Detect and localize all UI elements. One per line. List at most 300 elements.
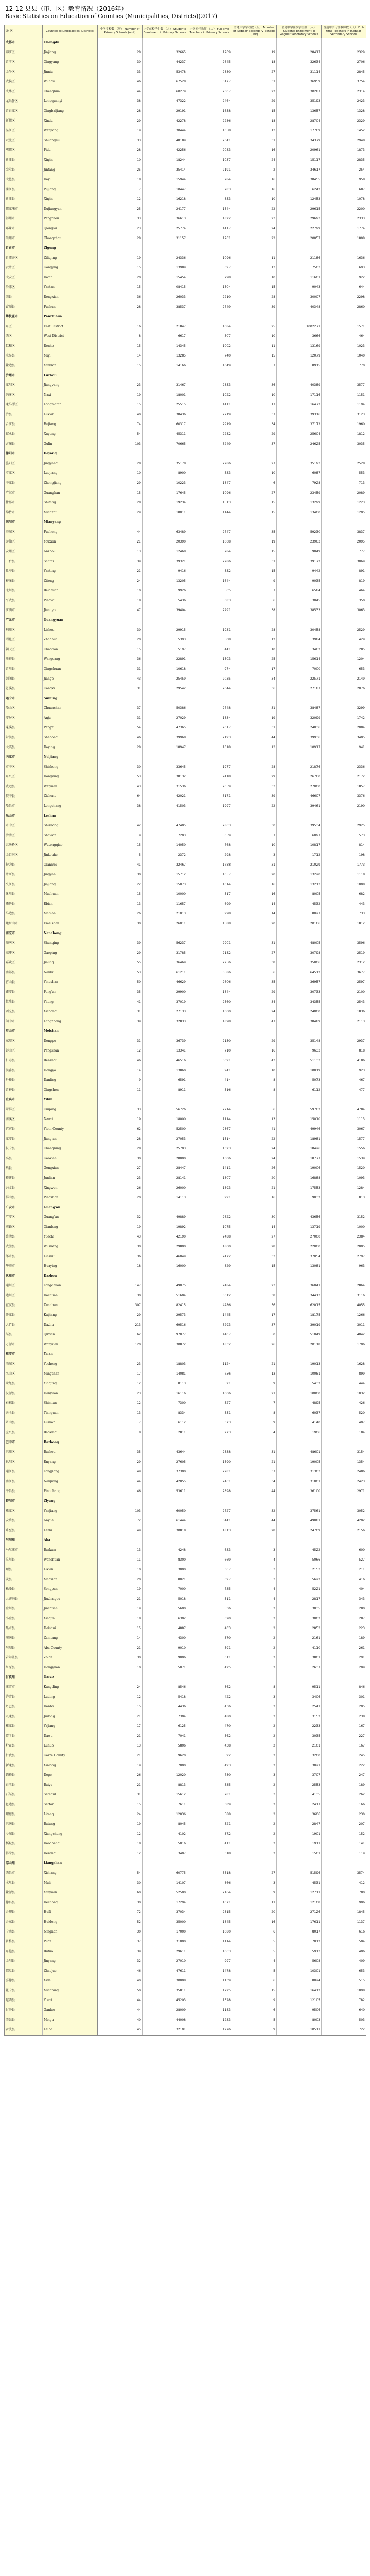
primary-teachers-cell: 3249 — [187, 439, 232, 449]
region-name-zh: 西充县 — [5, 1007, 43, 1017]
primary-schools-cell: 10 — [98, 586, 143, 596]
table-row — [5, 851, 366, 860]
region-name-zh: 朝天区 — [5, 645, 43, 655]
primary-schools-cell: 8 — [98, 332, 143, 342]
secondary-teachers-cell: 520 — [322, 1409, 366, 1418]
secondary-teachers-cell: 616 — [322, 1927, 366, 1937]
secondary-students-cell: 2233 — [277, 1722, 322, 1732]
secondary-students-cell — [277, 1203, 322, 1213]
city-row — [5, 616, 366, 625]
secondary-schools-cell: 2 — [232, 1712, 277, 1722]
secondary-schools-cell: 56 — [232, 1301, 277, 1311]
secondary-schools-cell — [232, 1027, 277, 1037]
region-name-en: Nanjiang — [43, 1477, 98, 1487]
secondary-teachers-cell: 222 — [322, 1761, 366, 1771]
region-name-zh: 越西县 — [5, 1996, 43, 2006]
secondary-students-cell: 2853 — [277, 1624, 322, 1634]
secondary-students-cell: 31001 — [277, 1477, 322, 1487]
secondary-students-cell: 8024 — [277, 1976, 322, 1986]
primary-schools-cell: 12 — [98, 1849, 143, 1859]
primary-teachers-cell: 862 — [187, 1683, 232, 1692]
table-row — [5, 1037, 366, 1046]
region-name-zh: 石渠县 — [5, 1790, 43, 1800]
region-name-en: Xinjin — [43, 195, 98, 205]
primary-teachers-cell: 1788 — [187, 860, 232, 870]
region-name-en: Anzhou — [43, 547, 98, 557]
primary-schools-cell: 32 — [98, 1957, 143, 1967]
table-row — [5, 1105, 366, 1115]
secondary-schools-cell: 2 — [232, 1614, 277, 1624]
primary-students-cell: 29900 — [143, 988, 187, 997]
region-name-en: Pengxi — [43, 723, 98, 733]
region-name-en: Deyang — [43, 449, 98, 459]
region-name-en: Lezhi — [43, 1526, 98, 1536]
table-row — [5, 1918, 366, 1927]
primary-students-cell: 36739 — [143, 1037, 187, 1046]
secondary-schools-cell: 31 — [232, 723, 277, 733]
table-row — [5, 1810, 366, 1820]
primary-students-cell: 50386 — [143, 704, 187, 714]
primary-teachers-cell: 493 — [187, 1761, 232, 1771]
region-name-en: Puge — [43, 1937, 98, 1947]
city-row — [5, 1859, 366, 1869]
secondary-students-cell: 13169 — [277, 342, 322, 351]
secondary-schools-cell: 6 — [232, 1927, 277, 1937]
primary-teachers-cell: 521 — [187, 1820, 232, 1829]
secondary-students-cell: 9035 — [277, 577, 322, 586]
primary-students-cell — [143, 811, 187, 821]
region-name-en: Shizhong — [43, 762, 98, 772]
secondary-teachers-cell: 1774 — [322, 224, 366, 234]
region-name-en: Chongzhou — [43, 234, 98, 244]
primary-teachers-cell — [187, 1272, 232, 1281]
primary-teachers-cell: 1504 — [187, 283, 232, 293]
region-name-en: Aba County — [43, 1643, 98, 1653]
primary-schools-cell: 25 — [98, 205, 143, 214]
primary-students-cell: 31536 — [143, 782, 187, 792]
primary-schools-cell: 13 — [98, 900, 143, 909]
primary-schools-cell: 9 — [98, 1076, 143, 1086]
region-name-zh: 内江市 — [5, 753, 43, 762]
secondary-students-cell: 10019 — [277, 1066, 322, 1076]
secondary-students-cell: 24625 — [277, 439, 322, 449]
table-row — [5, 645, 366, 655]
primary-students-cell: 11657 — [143, 900, 187, 909]
primary-schools-cell: 39 — [98, 939, 143, 948]
secondary-teachers-cell: 3405 — [322, 733, 366, 743]
region-name-zh: 恩阳区 — [5, 1458, 43, 1467]
region-name-zh: 荥经县 — [5, 1379, 43, 1389]
primary-students-cell: 8300 — [143, 1555, 187, 1565]
region-name-zh: 甘孜州 — [5, 1673, 43, 1683]
region-name-en: Youxian — [43, 537, 98, 547]
primary-teachers-cell: 1393 — [187, 1183, 232, 1193]
secondary-schools-cell — [232, 1673, 277, 1683]
primary-teachers-cell: 829 — [187, 1262, 232, 1272]
region-name-zh: 普格县 — [5, 1937, 43, 1947]
primary-schools-cell: 30 — [98, 625, 143, 635]
primary-students-cell: 7000 — [143, 1585, 187, 1595]
region-name-zh: 乐至县 — [5, 1526, 43, 1536]
region-name-en: Jinjiang — [43, 48, 98, 58]
secondary-schools-cell: 39 — [232, 302, 277, 312]
primary-schools-cell: 50 — [98, 1986, 143, 1996]
region-name-zh: 理县 — [5, 1565, 43, 1575]
primary-schools-cell: 74 — [98, 420, 143, 430]
region-name-zh: 泸定县 — [5, 1692, 43, 1702]
table-row — [5, 1829, 366, 1839]
primary-students-cell: 16116 — [143, 1389, 187, 1399]
secondary-teachers-cell: 2937 — [322, 1037, 366, 1046]
primary-schools-cell: 44 — [98, 1477, 143, 1487]
primary-schools-cell: 44 — [98, 1996, 143, 2006]
secondary-schools-cell: 56 — [232, 968, 277, 978]
primary-schools-cell: 39 — [98, 1017, 143, 1027]
secondary-schools-cell: 2 — [232, 1829, 277, 1839]
secondary-students-cell: 4531 — [277, 1878, 322, 1888]
region-name-en: Jiangyang — [43, 381, 98, 391]
table-row — [5, 1389, 366, 1399]
secondary-teachers-cell: 2835 — [322, 156, 366, 165]
primary-teachers-cell: 1600 — [187, 1007, 232, 1017]
primary-schools-cell: 32 — [98, 1213, 143, 1223]
primary-teachers-cell: 683 — [187, 596, 232, 606]
secondary-teachers-cell: 1008 — [322, 880, 366, 890]
region-name-en: Jingyan — [43, 870, 98, 880]
primary-students-cell: 33645 — [143, 762, 187, 772]
table-row — [5, 625, 366, 635]
primary-teachers-cell: 1844 — [187, 988, 232, 997]
region-name-en: Beichuan — [43, 586, 98, 596]
primary-teachers-cell: 521 — [187, 1379, 232, 1389]
primary-schools-cell: 42 — [98, 821, 143, 831]
secondary-schools-cell: 10 — [232, 195, 277, 205]
primary-schools-cell: 11 — [98, 1086, 143, 1095]
secondary-students-cell: 4532 — [277, 900, 322, 909]
region-name-en: Jintang — [43, 165, 98, 175]
primary-teachers-cell: 533 — [187, 469, 232, 479]
secondary-schools-cell: 15 — [232, 107, 277, 116]
primary-schools-cell: 26 — [98, 909, 143, 919]
table-row — [5, 1800, 366, 1810]
secondary-teachers-cell: 2298 — [322, 293, 366, 302]
secondary-schools-cell: 4 — [232, 1555, 277, 1565]
secondary-students-cell: 12108 — [277, 1898, 322, 1908]
secondary-teachers-cell — [322, 1497, 366, 1506]
region-name-en: Kangding — [43, 1683, 98, 1692]
secondary-students-cell: 30287 — [277, 87, 322, 97]
region-name-zh: 黑水县 — [5, 1624, 43, 1634]
region-name-en: Shunqing — [43, 939, 98, 948]
secondary-students-cell: 30458 — [277, 625, 322, 635]
primary-schools-cell: 21 — [98, 1732, 143, 1741]
primary-teachers-cell: 2607 — [187, 87, 232, 97]
secondary-schools-cell: 16 — [232, 890, 277, 900]
primary-students-cell: 3000 — [143, 1565, 187, 1575]
primary-teachers-cell — [187, 518, 232, 528]
secondary-teachers-cell — [322, 312, 366, 322]
region-name-en: Ebian — [43, 900, 98, 909]
secondary-teachers-cell: 184 — [322, 1428, 366, 1438]
secondary-teachers-cell: 1452 — [322, 126, 366, 136]
secondary-schools-cell: 34 — [232, 1477, 277, 1487]
primary-schools-cell: 24 — [98, 1810, 143, 1820]
region-name-zh: 华蓥市 — [5, 1262, 43, 1272]
region-name-zh: 威远县 — [5, 782, 43, 792]
secondary-students-cell: 36959 — [277, 77, 322, 87]
city-row — [5, 1350, 366, 1360]
secondary-schools-cell: 2 — [232, 1849, 277, 1859]
secondary-teachers-cell: 2597 — [322, 978, 366, 988]
secondary-schools-cell: 38 — [232, 1291, 277, 1301]
secondary-teachers-cell: 2543 — [322, 997, 366, 1007]
region-name-zh: 茂县 — [5, 1575, 43, 1585]
secondary-teachers-cell: 515 — [322, 1976, 366, 1986]
table-row — [5, 107, 366, 116]
secondary-schools-cell: 2 — [232, 1663, 277, 1673]
table-row — [5, 1134, 366, 1144]
primary-schools-cell: 7 — [98, 1418, 143, 1428]
region-name-en: Langzhong — [43, 1017, 98, 1027]
region-name-en: Zitong — [43, 577, 98, 586]
region-name-en: Mabian — [43, 909, 98, 919]
secondary-teachers-cell: 3063 — [322, 606, 366, 616]
table-row — [5, 1242, 366, 1252]
region-name-en: Dujiangyan — [43, 205, 98, 214]
primary-students-cell: 60775 — [143, 1869, 187, 1878]
primary-schools-cell: 23 — [98, 1389, 143, 1399]
secondary-schools-cell: 2 — [232, 1732, 277, 1741]
secondary-students-cell: 29693 — [277, 214, 322, 224]
region-name-zh: 井研县 — [5, 870, 43, 880]
primary-teachers-cell: 425 — [187, 1663, 232, 1673]
primary-schools-cell — [98, 244, 143, 253]
table-title-en: Basic Statistics on Education of Counties (Municipalities, Districts)(2017) — [5, 13, 217, 20]
secondary-teachers-cell: 1773 — [322, 860, 366, 870]
secondary-teachers-cell — [322, 1536, 366, 1546]
region-name-zh: 资阳市 — [5, 1497, 43, 1506]
secondary-schools-cell: 22 — [232, 1134, 277, 1144]
table-row — [5, 1790, 366, 1800]
secondary-teachers-cell: 1000 — [322, 1223, 366, 1232]
primary-teachers-cell: 1761 — [187, 234, 232, 244]
header-primary-teachers: 小学专任教师 （人） Full-time Teachers in Primary Schools — [187, 25, 232, 38]
region-name-en: Renhe — [43, 342, 98, 351]
secondary-schools-cell: 2 — [232, 1634, 277, 1643]
primary-students-cell: 5197 — [143, 645, 187, 655]
secondary-schools-cell: 37 — [232, 410, 277, 420]
primary-students-cell: 14081 — [143, 1369, 187, 1379]
secondary-teachers-cell — [322, 1859, 366, 1869]
primary-schools-cell: 20 — [98, 1193, 143, 1203]
region-name-en: Pingchang — [43, 1487, 98, 1497]
region-name-zh: 石棉县 — [5, 1399, 43, 1409]
secondary-teachers-cell: 464 — [322, 586, 366, 596]
region-name-en: Tongjiang — [43, 1467, 98, 1477]
secondary-teachers-cell: 958 — [322, 175, 366, 185]
primary-teachers-cell: 2191 — [187, 165, 232, 175]
secondary-students-cell: 39172 — [277, 557, 322, 567]
header-counties: Counties (Municipalities, Districts) — [43, 25, 98, 38]
primary-teachers-cell: 2641 — [187, 136, 232, 146]
secondary-students-cell: 9043 — [277, 283, 322, 293]
secondary-students-cell: 38487 — [277, 704, 322, 714]
primary-students-cell: 41503 — [143, 802, 187, 811]
table-row — [5, 909, 366, 919]
secondary-teachers-cell: 2528 — [322, 459, 366, 469]
primary-schools-cell — [98, 811, 143, 821]
region-name-en: Changning — [43, 1144, 98, 1154]
primary-teachers-cell: 1834 — [187, 714, 232, 723]
region-name-zh: 射洪县 — [5, 733, 43, 743]
region-name-zh: 稻城县 — [5, 1839, 43, 1849]
header-region: 地 区 — [5, 25, 43, 38]
secondary-teachers-cell: 4784 — [322, 1105, 366, 1115]
table-row — [5, 508, 366, 518]
secondary-schools-cell: 9 — [232, 1996, 277, 2006]
primary-teachers-cell: 592 — [187, 1751, 232, 1761]
primary-students-cell: 36613 — [143, 214, 187, 224]
secondary-students-cell: 13220 — [277, 870, 322, 880]
region-name-zh: 江油市 — [5, 606, 43, 616]
primary-schools-cell: 16 — [98, 322, 143, 332]
region-name-zh: 青白江区 — [5, 107, 43, 116]
primary-schools-cell: 41 — [98, 860, 143, 870]
region-name-zh: 布拖县 — [5, 1947, 43, 1957]
secondary-schools-cell: 9 — [232, 1418, 277, 1428]
primary-students-cell: 15944 — [143, 175, 187, 185]
secondary-teachers-cell: 412 — [322, 1878, 366, 1888]
primary-teachers-cell: 517 — [187, 890, 232, 900]
primary-students-cell: 25515 — [143, 400, 187, 410]
secondary-schools-cell: 4 — [232, 1428, 277, 1438]
secondary-schools-cell — [232, 1438, 277, 1448]
secondary-students-cell: 2153 — [277, 1565, 322, 1575]
region-name-en: Derong — [43, 1849, 98, 1859]
secondary-teachers-cell: 167 — [322, 1741, 366, 1751]
secondary-students-cell: 8027 — [277, 909, 322, 919]
primary-teachers-cell: 3171 — [187, 792, 232, 802]
secondary-students-cell: 25604 — [277, 430, 322, 439]
secondary-schools-cell — [232, 518, 277, 528]
secondary-schools-cell: 3 — [232, 1692, 277, 1702]
secondary-students-cell: 27126 — [277, 1908, 322, 1918]
secondary-schools-cell: 31 — [232, 77, 277, 87]
secondary-students-cell: 3021 — [277, 1761, 322, 1771]
primary-teachers-cell: 511 — [187, 1595, 232, 1604]
secondary-teachers-cell: 2845 — [322, 67, 366, 77]
region-name-en: Shuangliu — [43, 136, 98, 146]
primary-teachers-cell: 1014 — [187, 880, 232, 890]
table-row — [5, 1281, 366, 1291]
secondary-teachers-cell: 1812 — [322, 430, 366, 439]
region-name-zh: 渠县 — [5, 1330, 43, 1340]
table-title-zh: 12-12 县县（市、区）教育情况（2016年） — [5, 5, 128, 12]
primary-schools-cell: 49 — [98, 1526, 143, 1536]
region-name-zh: 屏山县 — [5, 1193, 43, 1203]
primary-teachers-cell: 3312 — [187, 1291, 232, 1301]
region-name-en: Pingwu — [43, 596, 98, 606]
secondary-teachers-cell: 2113 — [322, 1017, 366, 1027]
secondary-students-cell: 31114 — [277, 67, 322, 77]
secondary-students-cell: 9049 — [277, 547, 322, 557]
table-row — [5, 1839, 366, 1849]
region-name-zh: 洪雅县 — [5, 1066, 43, 1076]
primary-schools-cell: 14 — [98, 1066, 143, 1076]
table-row — [5, 1125, 366, 1134]
secondary-schools-cell: 27 — [232, 948, 277, 958]
table-row — [5, 841, 366, 851]
primary-teachers-cell: 2418 — [187, 772, 232, 782]
primary-students-cell: 60317 — [143, 420, 187, 430]
secondary-students-cell — [277, 312, 322, 322]
primary-teachers-cell: 273 — [187, 1428, 232, 1438]
primary-schools-cell: 44 — [98, 528, 143, 537]
region-name-en: Jinchuan — [43, 1604, 98, 1614]
region-name-zh: 涪城区 — [5, 528, 43, 537]
primary-teachers-cell — [187, 1095, 232, 1105]
region-name-zh: 沙湾区 — [5, 831, 43, 841]
primary-teachers-cell: 780 — [187, 1771, 232, 1781]
region-name-en: Cangxi — [43, 684, 98, 694]
secondary-schools-cell: 9 — [232, 1379, 277, 1389]
secondary-teachers-cell: 1577 — [322, 1134, 366, 1144]
secondary-schools-cell — [232, 449, 277, 459]
region-name-zh: 通川区 — [5, 1281, 43, 1291]
region-name-en: Hongyuan — [43, 1663, 98, 1673]
secondary-students-cell — [277, 1536, 322, 1546]
table-row — [5, 1369, 366, 1379]
region-name-zh: 平昌县 — [5, 1487, 43, 1497]
secondary-students-cell: 5608 — [277, 1957, 322, 1967]
secondary-schools-cell: 6 — [232, 2006, 277, 2015]
secondary-teachers-cell: 3677 — [322, 968, 366, 978]
city-row — [5, 518, 366, 528]
city-row — [5, 244, 366, 253]
primary-teachers-cell: 2901 — [187, 939, 232, 948]
table-row — [5, 772, 366, 782]
table-row — [5, 723, 366, 733]
secondary-teachers-cell: 3574 — [322, 1869, 366, 1878]
secondary-students-cell: 40389 — [277, 381, 322, 391]
secondary-teachers-cell: 409 — [322, 1957, 366, 1967]
secondary-teachers-cell: 166 — [322, 1800, 366, 1810]
secondary-students-cell: 1002271 — [277, 322, 322, 332]
secondary-schools-cell: 17 — [232, 1311, 277, 1320]
region-name-en: Dongpo — [43, 1037, 98, 1046]
primary-students-cell: 37300 — [143, 1467, 187, 1477]
region-name-en: Sershul — [43, 1790, 98, 1800]
primary-students-cell: 4248 — [143, 1546, 187, 1555]
secondary-schools-cell: 29 — [232, 1037, 277, 1046]
region-name-zh: 游仙区 — [5, 537, 43, 547]
secondary-teachers-cell — [322, 1027, 366, 1037]
region-name-en: Xuanhan — [43, 1301, 98, 1311]
table-row — [5, 665, 366, 674]
secondary-students-cell: 24000 — [277, 1007, 322, 1017]
secondary-schools-cell: 10 — [232, 469, 277, 479]
secondary-teachers-cell: 2149 — [322, 674, 366, 684]
primary-students-cell: 32665 — [143, 48, 187, 58]
primary-students-cell — [143, 1272, 187, 1281]
region-name-en: Xindu — [43, 116, 98, 126]
region-name-zh: 贡井区 — [5, 263, 43, 273]
region-name-zh: 嘉陵区 — [5, 958, 43, 968]
primary-students-cell: 39968 — [143, 733, 187, 743]
region-name-zh: 德格县 — [5, 1771, 43, 1781]
primary-schools-cell: 20 — [98, 635, 143, 645]
table-row — [5, 498, 366, 508]
